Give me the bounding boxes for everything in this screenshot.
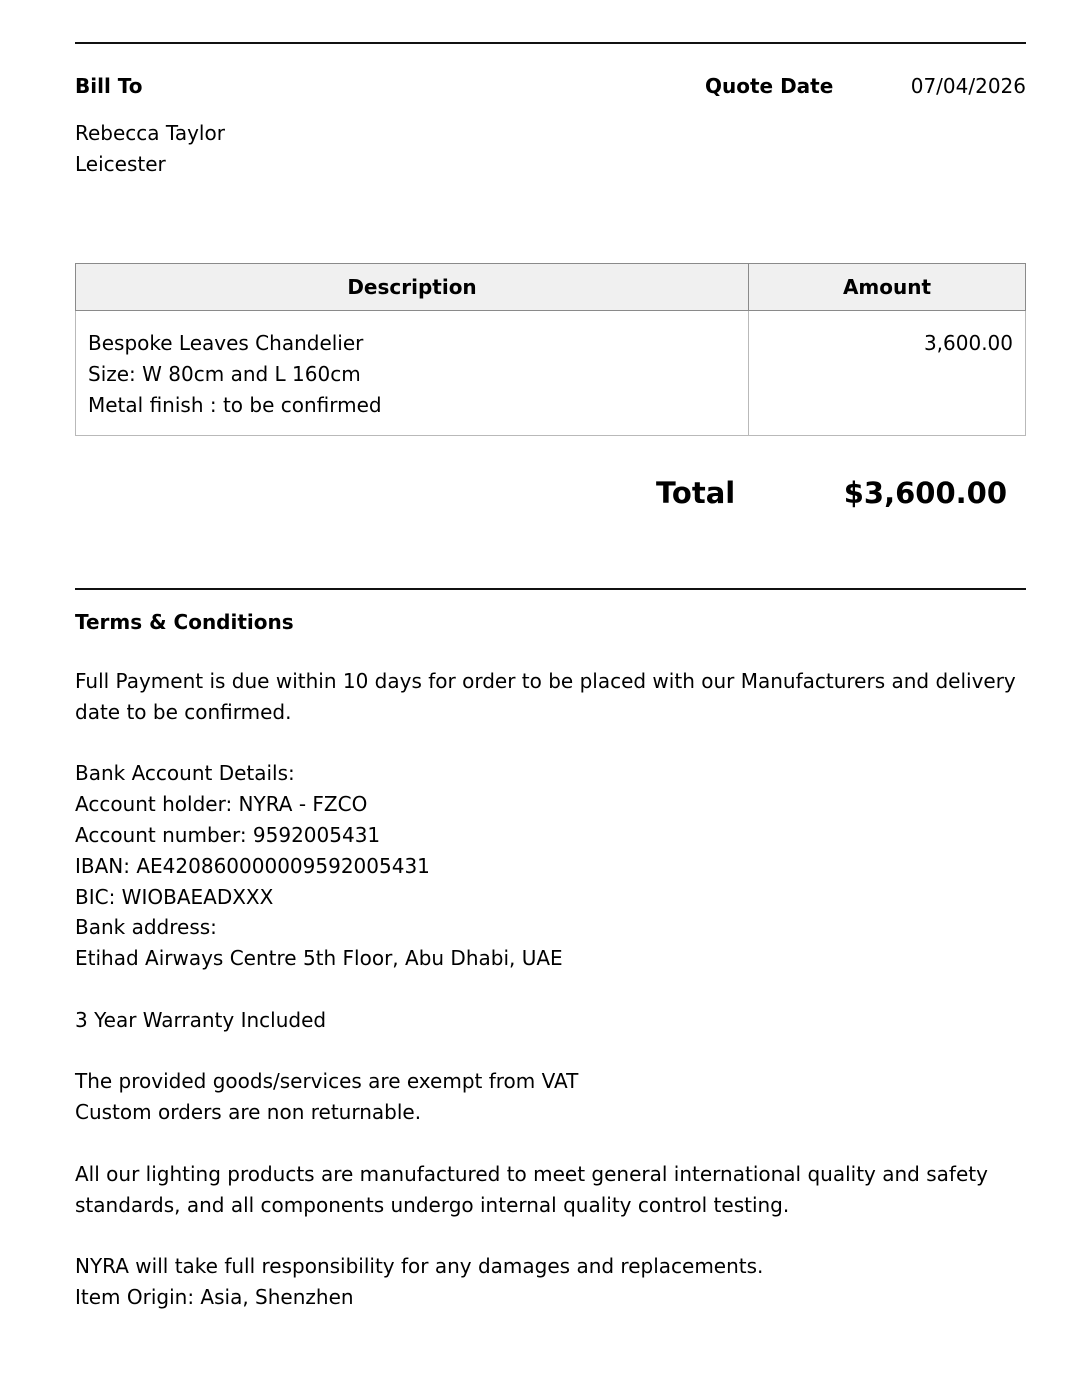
terms-title: Terms & Conditions <box>75 610 294 634</box>
bank-details <box>75 758 1035 974</box>
terms-line: IBAN: AE420860000009592005431 <box>75 853 430 878</box>
terms-line: Bank Account Details: <box>75 761 295 786</box>
terms-line: Account holder: NYRA - FZCO <box>75 792 368 817</box>
item-description <box>76 311 749 436</box>
terms-paragraph <box>75 1005 1035 1036</box>
terms-line: Item Origin: Asia, Shenzhen <box>75 1284 354 1309</box>
bill-to-city: Leicester <box>75 152 166 176</box>
terms-line: NYRA will take full responsibility for any damages and replacements. <box>75 1254 764 1279</box>
item-amount: 3,600.00 <box>749 311 1026 436</box>
top-divider <box>75 42 1026 44</box>
item-description-line: Bespoke Leaves Chandelier <box>88 331 364 355</box>
item-description-line: Size: W 80cm and L 160cm <box>88 362 361 386</box>
terms-paragraph <box>75 1251 1035 1313</box>
terms-line: 3 Year Warranty Included <box>75 1007 327 1032</box>
terms-line: The provided goods/services are exempt from VAT <box>75 1069 579 1094</box>
description-header: Description <box>76 264 749 311</box>
amount-header: Amount <box>749 264 1026 311</box>
terms-line: Account number: 9592005431 <box>75 822 381 847</box>
table-header-row <box>76 264 1026 311</box>
table-row <box>76 311 1026 436</box>
quote-date-label: Quote Date <box>705 74 834 98</box>
bill-to-address <box>75 118 225 180</box>
terms-body <box>75 666 1035 1344</box>
total-label: Total <box>656 476 736 510</box>
terms-paragraph <box>75 1159 1035 1221</box>
total-value: $3,600.00 <box>843 476 1007 510</box>
terms-line: Etihad Airways Centre 5th Floor, Abu Dhabi, UAE <box>75 946 563 971</box>
terms-line: Custom orders are non returnable. <box>75 1100 422 1125</box>
bill-to-label: Bill To <box>75 74 143 98</box>
terms-line: BIC: WIOBAEADXXX <box>75 884 274 909</box>
terms-line: All our lighting products are manufactured to meet general international quality and safety standards, and all components undergo internal quality control testing. <box>75 1161 988 1217</box>
terms-line: Bank address: <box>75 915 217 940</box>
terms-paragraph <box>75 666 1035 728</box>
bill-to-name: Rebecca Taylor <box>75 121 225 145</box>
terms-line: Full Payment is due within 10 days for order to be placed with our Manufacturers and delivery date to be confirmed. <box>75 669 1016 724</box>
terms-paragraph <box>75 1066 1035 1128</box>
quote-date-value: 07/04/2026 <box>910 74 1026 98</box>
item-description-line: Metal finish : to be confirmed <box>88 393 382 417</box>
line-items-table <box>75 263 1026 436</box>
terms-divider <box>75 588 1026 590</box>
